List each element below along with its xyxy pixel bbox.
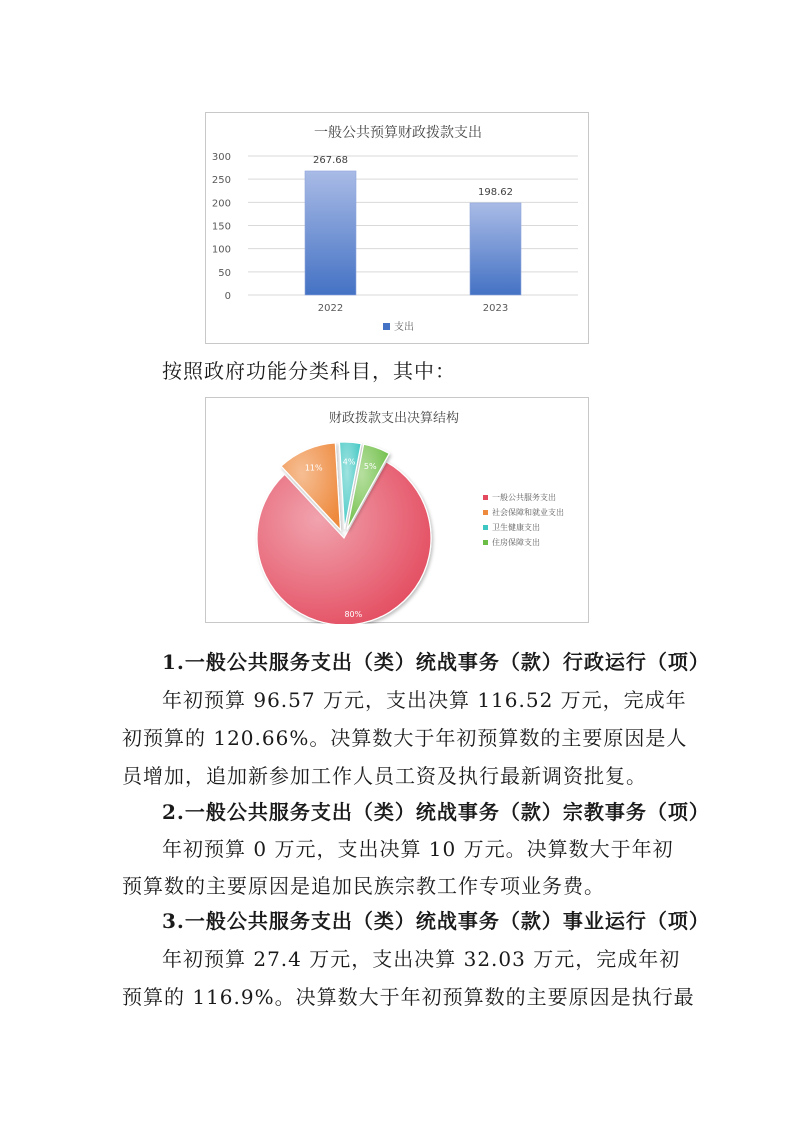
paragraph-1-line-1: 年初预算 96.57 万元，支出决算 116.52 万元，完成年 bbox=[162, 688, 687, 712]
paragraph-1-line-3: 员增加，追加新参加工作人员工资及执行最新调资批复。 bbox=[122, 764, 647, 788]
bar-chart-title: 一般公共预算财政拨款支出 bbox=[314, 125, 482, 141]
bar-data-label: 198.62 bbox=[478, 186, 513, 198]
pie-chart-svg bbox=[206, 398, 590, 624]
heading-1: 1.一般公共服务支出（类）统战事务（款）行政运行（项） bbox=[162, 650, 710, 674]
bar-2023 bbox=[470, 203, 521, 295]
y-tick-label: 150 bbox=[211, 221, 231, 233]
pie-legend-label: 住房保障支出 bbox=[492, 538, 540, 547]
y-tick-label: 50 bbox=[218, 267, 231, 279]
heading-2: 2.一般公共服务支出（类）统战事务（款）宗教事务（项） bbox=[162, 800, 710, 824]
pie-legend-swatch bbox=[483, 495, 488, 500]
bar-2022 bbox=[305, 171, 356, 295]
y-tick-label: 250 bbox=[211, 175, 231, 187]
paragraph-2-line-1: 年初预算 0 万元，支出决算 10 万元。决算数大于年初 bbox=[162, 837, 674, 861]
pie-data-label: 11% bbox=[304, 463, 323, 473]
paragraph-3-line-2: 预算的 116.9%。决算数大于年初预算数的主要原因是执行最 bbox=[122, 985, 695, 1009]
pie-legend-swatch bbox=[483, 540, 488, 545]
x-tick-label: 2023 bbox=[482, 303, 509, 314]
pie-legend-label: 社会保障和就业支出 bbox=[492, 508, 564, 517]
paragraph-2-line-2: 预算数的主要原因是追加民族宗教工作专项业务费。 bbox=[122, 874, 605, 898]
y-tick-label: 0 bbox=[224, 291, 231, 302]
paragraph-3-line-1: 年初预算 27.4 万元，支出决算 32.03 万元，完成年初 bbox=[162, 947, 681, 971]
pie-data-label: 80% bbox=[344, 609, 363, 619]
y-tick-label: 200 bbox=[211, 198, 231, 210]
pie-legend-label: 一般公共服务支出 bbox=[492, 493, 556, 502]
intro-text: 按照政府功能分类科目，其中： bbox=[162, 359, 456, 383]
x-tick-label: 2022 bbox=[317, 303, 344, 314]
y-tick-label: 300 bbox=[211, 152, 231, 163]
pie-chart-title: 财政拨款支出决算结构 bbox=[328, 411, 460, 426]
legend-label: 支出 bbox=[394, 322, 414, 333]
bar-data-label: 267.68 bbox=[313, 154, 348, 166]
legend-swatch bbox=[383, 323, 390, 330]
paragraph-1-line-2: 初预算的 120.66%。决算数大于年初预算数的主要原因是人 bbox=[122, 726, 688, 750]
pie-chart bbox=[205, 397, 589, 623]
heading-3: 3.一般公共服务支出（类）统战事务（款）事业运行（项） bbox=[162, 909, 710, 933]
bar-chart bbox=[205, 112, 589, 344]
pie-data-label: 5% bbox=[363, 461, 377, 471]
y-tick-label: 100 bbox=[211, 244, 231, 256]
pie-legend-swatch bbox=[483, 525, 488, 530]
bar-chart-svg bbox=[206, 113, 590, 345]
pie-data-label: 4% bbox=[342, 457, 356, 467]
pie-legend-swatch bbox=[483, 510, 488, 515]
pie-legend-label: 卫生健康支出 bbox=[492, 523, 540, 532]
